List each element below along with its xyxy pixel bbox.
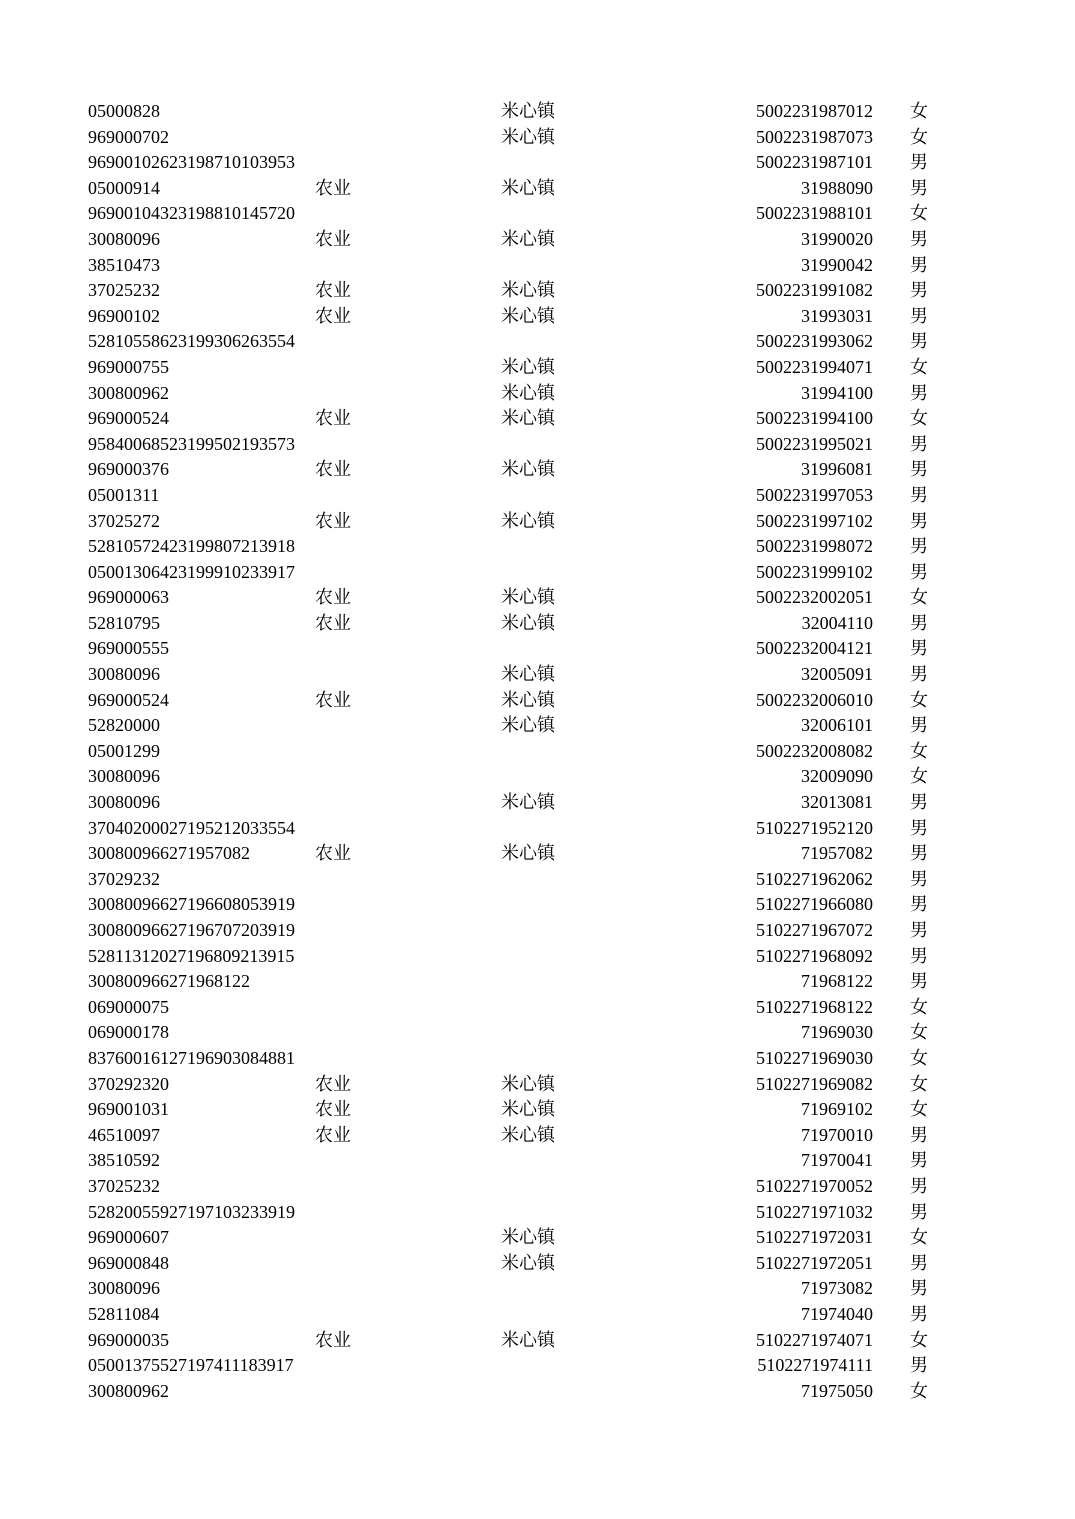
gender-cell: 男 [910, 561, 928, 582]
gender-cell: 男 [910, 817, 928, 838]
town-cell: 米心镇 [501, 689, 555, 710]
gender-cell: 男 [910, 382, 928, 403]
table-row [0, 150, 1075, 176]
id-card-cell: 5002232008082 [756, 740, 873, 761]
id-number-cell: 38510592 [88, 1150, 160, 1171]
town-cell: 米心镇 [501, 1099, 555, 1120]
gender-cell: 男 [910, 1303, 928, 1324]
id-card-cell: 71969030 [801, 1022, 873, 1043]
town-cell: 米心镇 [501, 587, 555, 608]
id-card-cell: 5002231988101 [756, 203, 873, 224]
id-number-cell: 46510097 [88, 1124, 160, 1145]
gender-cell: 男 [910, 612, 928, 633]
town-cell: 米心镇 [501, 792, 555, 813]
id-card-cell: 5002232002051 [756, 587, 873, 608]
table-row [0, 1072, 1075, 1098]
id-card-cell: 5102271952120 [756, 817, 873, 838]
id-card-cell: 71970010 [801, 1124, 873, 1145]
town-cell: 米心镇 [501, 1329, 555, 1350]
gender-cell: 男 [910, 1278, 928, 1299]
table-row [0, 1046, 1075, 1072]
table-row [0, 253, 1075, 279]
gender-cell: 男 [910, 152, 928, 173]
gender-cell: 男 [910, 459, 928, 480]
id-number-cell: 52811084 [88, 1303, 160, 1324]
table-row [0, 483, 1075, 509]
id-number-cell: 969001031 [88, 1099, 169, 1120]
id-number-cell: 969000035 [88, 1329, 169, 1350]
id-card-cell: 32013081 [801, 792, 873, 813]
gender-cell: 男 [910, 664, 928, 685]
table-row [0, 201, 1075, 227]
id-number-cell: 30080096 [88, 664, 160, 685]
table-row [0, 1276, 1075, 1302]
id-card-cell: 5102271966080 [756, 894, 873, 915]
gender-cell: 男 [910, 484, 928, 505]
table-row [0, 662, 1075, 688]
town-cell: 米心镇 [501, 382, 555, 403]
gender-cell: 男 [910, 254, 928, 275]
id-number-cell: 300800966271957082 [88, 843, 250, 864]
id-number-cell: 969000702 [88, 126, 169, 147]
id-number-cell: 300800962 [88, 1380, 169, 1401]
table-row [0, 867, 1075, 893]
id-number-cell: 30080096 [88, 228, 160, 249]
town-cell: 米心镇 [501, 612, 555, 633]
occupation-cell: 农业 [315, 280, 351, 301]
id-number-cell: 83760016127196903084881 [88, 1047, 295, 1068]
gender-cell: 男 [910, 280, 928, 301]
id-number-cell: 969000607 [88, 1227, 169, 1248]
table-row [0, 611, 1075, 637]
gender-cell: 男 [910, 305, 928, 326]
id-number-cell: 37040200027195212033554 [88, 817, 295, 838]
id-card-cell: 5102271974071 [756, 1329, 873, 1350]
gender-cell: 男 [910, 510, 928, 531]
id-number-cell: 05001311 [88, 484, 160, 505]
table-row [0, 1328, 1075, 1354]
gender-cell: 男 [910, 792, 928, 813]
id-card-cell: 5102271972051 [756, 1252, 873, 1273]
gender-cell: 男 [910, 945, 928, 966]
gender-cell: 男 [910, 1201, 928, 1222]
table-row [0, 304, 1075, 330]
occupation-cell: 农业 [315, 408, 351, 429]
table-row [0, 1123, 1075, 1149]
table-row [0, 739, 1075, 765]
table-row [0, 176, 1075, 202]
id-number-cell: 30080096 [88, 792, 160, 813]
table-row [0, 969, 1075, 995]
id-card-cell: 5002231987012 [756, 101, 873, 121]
gender-cell: 男 [910, 228, 928, 249]
table-row [0, 585, 1075, 611]
id-card-cell: 71970041 [801, 1150, 873, 1171]
id-number-cell: 52810795 [88, 612, 160, 633]
gender-cell: 男 [910, 843, 928, 864]
id-card-cell: 31993031 [801, 305, 873, 326]
gender-cell: 女 [910, 1022, 928, 1043]
id-number-cell: 969000524 [88, 408, 169, 429]
id-number-cell: 30080096627196707203919 [88, 920, 295, 940]
id-number-cell: 969000524 [88, 689, 169, 710]
town-cell: 米心镇 [501, 664, 555, 685]
table-row [0, 355, 1075, 381]
id-card-cell: 5002231987101 [756, 152, 873, 173]
table-row [0, 918, 1075, 944]
occupation-cell: 农业 [315, 1124, 351, 1145]
id-number-cell: 969000755 [88, 356, 169, 377]
table-row [0, 1225, 1075, 1251]
id-card-cell: 5002232004121 [756, 638, 873, 659]
town-cell: 米心镇 [501, 228, 555, 249]
id-card-cell: 71975050 [801, 1380, 873, 1401]
town-cell: 米心镇 [501, 1124, 555, 1145]
id-card-cell: 31994100 [801, 382, 873, 403]
table-row [0, 764, 1075, 790]
id-card-cell: 5002231997102 [756, 510, 873, 531]
occupation-cell: 农业 [315, 228, 351, 249]
id-number-cell: 30080096627196608053919 [88, 894, 295, 915]
town-cell: 米心镇 [501, 305, 555, 326]
table-row [0, 1353, 1075, 1379]
id-number-cell: 30080096 [88, 766, 160, 787]
id-card-cell: 32005091 [801, 664, 873, 685]
id-number-cell: 96900104323198810145720 [88, 203, 295, 224]
gender-cell: 男 [910, 894, 928, 915]
id-number-cell: 37029232 [88, 868, 160, 889]
gender-cell: 男 [910, 1150, 928, 1171]
id-number-cell: 52810558623199306263554 [88, 331, 295, 352]
gender-cell: 女 [910, 1227, 928, 1248]
id-card-cell: 5002232006010 [756, 689, 873, 710]
id-number-cell: 95840068523199502193573 [88, 433, 295, 454]
id-number-cell: 05000914 [88, 177, 160, 198]
table-row [0, 713, 1075, 739]
id-card-cell: 5002231991082 [756, 280, 873, 301]
occupation-cell: 农业 [315, 1099, 351, 1120]
table-row [0, 1302, 1075, 1328]
occupation-cell: 农业 [315, 1073, 351, 1094]
id-card-cell: 5102271969082 [756, 1073, 873, 1094]
id-card-cell: 71968122 [801, 971, 873, 992]
occupation-cell: 农业 [315, 612, 351, 633]
table-row [0, 99, 1075, 125]
table-row [0, 841, 1075, 867]
id-number-cell: 30080096 [88, 1278, 160, 1299]
gender-cell: 男 [910, 1355, 928, 1376]
table-row [0, 688, 1075, 714]
gender-cell: 男 [910, 920, 928, 940]
id-number-cell: 069000178 [88, 1022, 169, 1043]
id-card-cell: 71957082 [801, 843, 873, 864]
table-row [0, 406, 1075, 432]
gender-cell: 男 [910, 638, 928, 659]
id-card-cell: 5102271962062 [756, 868, 873, 889]
occupation-cell: 农业 [315, 689, 351, 710]
id-card-cell: 32009090 [801, 766, 873, 787]
gender-cell: 男 [910, 868, 928, 889]
gender-cell: 女 [910, 126, 928, 147]
gender-cell: 男 [910, 331, 928, 352]
id-number-cell: 05001299 [88, 740, 160, 761]
table-row [0, 790, 1075, 816]
id-number-cell: 05001306423199910233917 [88, 561, 295, 582]
occupation-cell: 农业 [315, 1329, 351, 1350]
id-card-cell: 32006101 [801, 715, 873, 736]
table-row [0, 1200, 1075, 1226]
id-card-cell: 5102271969030 [756, 1047, 873, 1068]
occupation-cell: 农业 [315, 843, 351, 864]
gender-cell: 男 [910, 715, 928, 736]
id-number-cell: 05001375527197411183917 [88, 1355, 294, 1376]
table-row [0, 1097, 1075, 1123]
town-cell: 米心镇 [501, 843, 555, 864]
town-cell: 米心镇 [501, 101, 555, 121]
town-cell: 米心镇 [501, 510, 555, 531]
table-row [0, 1379, 1075, 1405]
id-card-cell: 5002231995021 [756, 433, 873, 454]
gender-cell: 女 [910, 1073, 928, 1094]
id-card-cell: 5102271974111 [757, 1355, 873, 1376]
id-number-cell: 969000848 [88, 1252, 169, 1273]
id-number-cell: 969000063 [88, 587, 169, 608]
id-number-cell: 069000075 [88, 996, 169, 1017]
id-card-cell: 71974040 [801, 1303, 873, 1324]
gender-cell: 女 [910, 1099, 928, 1120]
gender-cell: 女 [910, 203, 928, 224]
table-row [0, 432, 1075, 458]
id-number-cell: 52810572423199807213918 [88, 536, 295, 557]
id-card-cell: 5102271967072 [756, 920, 873, 940]
id-card-cell: 5002231993062 [756, 331, 873, 352]
id-number-cell: 37025232 [88, 1175, 160, 1196]
id-card-cell: 5102271972031 [756, 1227, 873, 1248]
table-row [0, 227, 1075, 253]
id-card-cell: 32004110 [801, 612, 873, 633]
table-row [0, 534, 1075, 560]
table-row [0, 509, 1075, 535]
id-number-cell: 52811312027196809213915 [88, 945, 295, 966]
id-number-cell: 38510473 [88, 254, 160, 275]
table-row [0, 125, 1075, 151]
occupation-cell: 农业 [315, 510, 351, 531]
occupation-cell: 农业 [315, 587, 351, 608]
gender-cell: 女 [910, 689, 928, 710]
id-card-cell: 5002231987073 [756, 126, 873, 147]
id-card-cell: 71969102 [801, 1099, 873, 1120]
id-number-cell: 37025272 [88, 510, 160, 531]
id-card-cell: 5002231997053 [756, 484, 873, 505]
occupation-cell: 农业 [315, 305, 351, 326]
gender-cell: 男 [910, 1124, 928, 1145]
id-number-cell: 52820000 [88, 715, 160, 736]
id-card-cell: 31990042 [801, 254, 873, 275]
id-number-cell: 52820055927197103233919 [88, 1201, 295, 1222]
id-number-cell: 05000828 [88, 101, 160, 121]
gender-cell: 女 [910, 996, 928, 1017]
id-card-cell: 31990020 [801, 228, 873, 249]
table-row [0, 892, 1075, 918]
id-number-cell: 300800966271968122 [88, 971, 250, 992]
town-cell: 米心镇 [501, 280, 555, 301]
id-card-cell: 5002231994071 [756, 356, 873, 377]
id-card-cell: 5002231999102 [756, 561, 873, 582]
id-card-cell: 31988090 [801, 177, 873, 198]
table-row [0, 816, 1075, 842]
id-card-cell: 5102271968092 [756, 945, 873, 966]
table-row [0, 278, 1075, 304]
occupation-cell: 农业 [315, 177, 351, 198]
gender-cell: 女 [910, 766, 928, 787]
id-card-cell: 31996081 [801, 459, 873, 480]
gender-cell: 女 [910, 1329, 928, 1350]
table-row [0, 1174, 1075, 1200]
table-row [0, 944, 1075, 970]
table-row [0, 1251, 1075, 1277]
gender-cell: 男 [910, 1175, 928, 1196]
table-row [0, 329, 1075, 355]
id-number-cell: 96900102 [88, 305, 160, 326]
town-cell: 米心镇 [501, 177, 555, 198]
id-card-cell: 71973082 [801, 1278, 873, 1299]
id-card-cell: 5002231998072 [756, 536, 873, 557]
town-cell: 米心镇 [501, 1073, 555, 1094]
town-cell: 米心镇 [501, 459, 555, 480]
gender-cell: 男 [910, 1252, 928, 1273]
gender-cell: 男 [910, 536, 928, 557]
town-cell: 米心镇 [501, 715, 555, 736]
gender-cell: 男 [910, 177, 928, 198]
town-cell: 米心镇 [501, 356, 555, 377]
gender-cell: 女 [910, 740, 928, 761]
table-row [0, 560, 1075, 586]
gender-cell: 男 [910, 433, 928, 454]
gender-cell: 女 [910, 1047, 928, 1068]
id-number-cell: 969000555 [88, 638, 169, 659]
town-cell: 米心镇 [501, 408, 555, 429]
gender-cell: 男 [910, 971, 928, 992]
table-row [0, 636, 1075, 662]
id-card-cell: 5102271970052 [756, 1175, 873, 1196]
id-number-cell: 969000376 [88, 459, 169, 480]
gender-cell: 女 [910, 356, 928, 377]
town-cell: 米心镇 [501, 1252, 555, 1273]
town-cell: 米心镇 [501, 1227, 555, 1248]
id-card-cell: 5102271971032 [756, 1201, 873, 1222]
id-number-cell: 370292320 [88, 1073, 169, 1094]
table-row [0, 995, 1075, 1021]
table-row [0, 1020, 1075, 1046]
data-table [0, 99, 1075, 1404]
gender-cell: 女 [910, 101, 928, 121]
gender-cell: 女 [910, 408, 928, 429]
gender-cell: 女 [910, 587, 928, 608]
id-card-cell: 5102271968122 [756, 996, 873, 1017]
table-row [0, 1148, 1075, 1174]
id-number-cell: 300800962 [88, 382, 169, 403]
town-cell: 米心镇 [501, 126, 555, 147]
table-row [0, 457, 1075, 483]
id-number-cell: 37025232 [88, 280, 160, 301]
id-card-cell: 5002231994100 [756, 408, 873, 429]
gender-cell: 女 [910, 1380, 928, 1401]
id-number-cell: 96900102623198710103953 [88, 152, 295, 173]
table-row [0, 381, 1075, 407]
occupation-cell: 农业 [315, 459, 351, 480]
